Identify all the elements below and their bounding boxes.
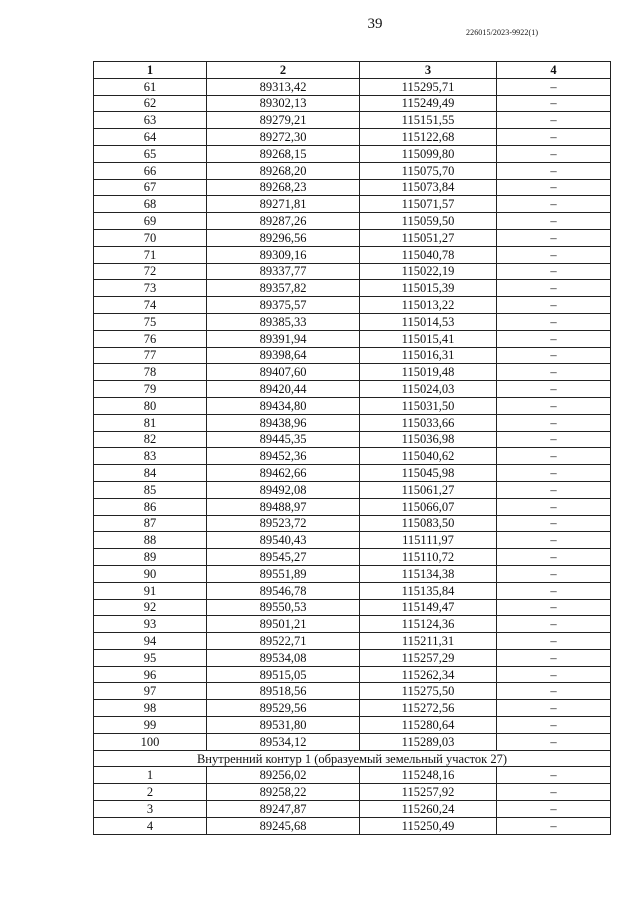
- cell-note: –: [497, 683, 611, 700]
- table-body: [94, 78, 611, 750]
- cell-x: 89407,60: [207, 364, 360, 381]
- table-row: [94, 263, 611, 280]
- table-row: [94, 330, 611, 347]
- cell-point: 74: [94, 297, 207, 314]
- cell-y: 115111,97: [360, 532, 497, 549]
- cell-y: 115295,71: [360, 78, 497, 95]
- cell-note: –: [497, 448, 611, 465]
- cell-y: 115250,49: [360, 817, 497, 834]
- table-row: [94, 196, 611, 213]
- table-row: [94, 280, 611, 297]
- cell-x: 89434,80: [207, 397, 360, 414]
- cell-x: 89420,44: [207, 381, 360, 398]
- table-row: [94, 666, 611, 683]
- table-row: [94, 78, 611, 95]
- cell-x: 89515,05: [207, 666, 360, 683]
- cell-note: –: [497, 817, 611, 834]
- cell-x: 89550,53: [207, 599, 360, 616]
- table-row: [94, 381, 611, 398]
- cell-note: –: [497, 280, 611, 297]
- cell-point: 79: [94, 381, 207, 398]
- cell-x: 89398,64: [207, 347, 360, 364]
- cell-note: –: [497, 78, 611, 95]
- section-table-body: [94, 767, 611, 834]
- cell-note: –: [497, 414, 611, 431]
- cell-x: 89337,77: [207, 263, 360, 280]
- cell-y: 115272,56: [360, 700, 497, 717]
- cell-x: 89268,23: [207, 179, 360, 196]
- cell-point: 81: [94, 414, 207, 431]
- table-row: [94, 246, 611, 263]
- cell-y: 115122,68: [360, 129, 497, 146]
- cell-x: 89540,43: [207, 532, 360, 549]
- cell-note: –: [497, 246, 611, 263]
- cell-note: –: [497, 633, 611, 650]
- cell-point: 96: [94, 666, 207, 683]
- cell-x: 89551,89: [207, 565, 360, 582]
- cell-x: 89501,21: [207, 616, 360, 633]
- cell-y: 115061,27: [360, 481, 497, 498]
- cell-point: 73: [94, 280, 207, 297]
- cell-note: –: [497, 347, 611, 364]
- cell-y: 115275,50: [360, 683, 497, 700]
- page-number: 39: [367, 16, 383, 32]
- table-row: [94, 683, 611, 700]
- table-row: [94, 414, 611, 431]
- cell-point: 89: [94, 549, 207, 566]
- cell-point: 87: [94, 515, 207, 532]
- cell-point: 84: [94, 465, 207, 482]
- cell-y: 115016,31: [360, 347, 497, 364]
- table-row: [94, 95, 611, 112]
- table-row: [94, 801, 611, 818]
- cell-x: 89245,68: [207, 817, 360, 834]
- cell-note: –: [497, 599, 611, 616]
- cell-x: 89375,57: [207, 297, 360, 314]
- cell-point: 86: [94, 498, 207, 515]
- cell-x: 89313,42: [207, 78, 360, 95]
- cell-y: 115151,55: [360, 112, 497, 129]
- cell-point: 85: [94, 481, 207, 498]
- cell-x: 89438,96: [207, 414, 360, 431]
- table-row: [94, 347, 611, 364]
- cell-point: 78: [94, 364, 207, 381]
- cell-point: 90: [94, 565, 207, 582]
- cell-y: 115040,78: [360, 246, 497, 263]
- cell-x: 89534,12: [207, 733, 360, 750]
- cell-point: 100: [94, 733, 207, 750]
- table-row: [94, 229, 611, 246]
- cell-note: –: [497, 330, 611, 347]
- cell-note: –: [497, 179, 611, 196]
- cell-point: 77: [94, 347, 207, 364]
- cell-point: 62: [94, 95, 207, 112]
- cell-x: 89258,22: [207, 784, 360, 801]
- table-row: [94, 313, 611, 330]
- cell-y: 115015,39: [360, 280, 497, 297]
- cell-x: 89452,36: [207, 448, 360, 465]
- cell-point: 80: [94, 397, 207, 414]
- cell-note: –: [497, 733, 611, 750]
- cell-y: 115031,50: [360, 397, 497, 414]
- cell-note: –: [497, 616, 611, 633]
- cell-y: 115257,29: [360, 649, 497, 666]
- cell-y: 115071,57: [360, 196, 497, 213]
- cell-point: 82: [94, 431, 207, 448]
- cell-point: 3: [94, 801, 207, 818]
- cell-point: 91: [94, 582, 207, 599]
- cell-point: 98: [94, 700, 207, 717]
- cell-x: 89309,16: [207, 246, 360, 263]
- cell-x: 89268,20: [207, 162, 360, 179]
- cell-y: 115013,22: [360, 297, 497, 314]
- cell-x: 89271,81: [207, 196, 360, 213]
- table-row: [94, 515, 611, 532]
- section-header: [94, 750, 611, 767]
- header-cell-note: 4: [497, 62, 611, 79]
- cell-y: 115059,50: [360, 213, 497, 230]
- header-row: [94, 62, 611, 79]
- table-row: [94, 179, 611, 196]
- cell-note: –: [497, 481, 611, 498]
- cell-note: –: [497, 196, 611, 213]
- cell-note: –: [497, 213, 611, 230]
- cell-x: 89545,27: [207, 549, 360, 566]
- cell-note: –: [497, 112, 611, 129]
- cell-note: –: [497, 549, 611, 566]
- cell-x: 89385,33: [207, 313, 360, 330]
- table-row: [94, 817, 611, 834]
- header-cell-x: 2: [207, 62, 360, 79]
- cell-point: 4: [94, 817, 207, 834]
- cell-y: 115248,16: [360, 767, 497, 784]
- cell-y: 115149,47: [360, 599, 497, 616]
- cell-note: –: [497, 129, 611, 146]
- cell-y: 115015,41: [360, 330, 497, 347]
- cell-y: 115289,03: [360, 733, 497, 750]
- cell-note: –: [497, 565, 611, 582]
- table-row: [94, 364, 611, 381]
- cell-note: –: [497, 582, 611, 599]
- table-row: [94, 784, 611, 801]
- table-row: [94, 431, 611, 448]
- cell-x: 89546,78: [207, 582, 360, 599]
- table-row: [94, 145, 611, 162]
- cell-point: 99: [94, 717, 207, 734]
- cell-point: 76: [94, 330, 207, 347]
- table-row: [94, 649, 611, 666]
- document-code: 226015/2023-9922(1): [466, 28, 539, 37]
- cell-note: –: [497, 767, 611, 784]
- table-row: [94, 700, 611, 717]
- cell-x: 89522,71: [207, 633, 360, 650]
- cell-point: 94: [94, 633, 207, 650]
- cell-x: 89492,08: [207, 481, 360, 498]
- cell-point: 61: [94, 78, 207, 95]
- table-row: [94, 481, 611, 498]
- cell-y: 115024,03: [360, 381, 497, 398]
- cell-y: 115260,24: [360, 801, 497, 818]
- section-title: Внутренний контур 1 (образуемый земельный участок 27): [94, 750, 611, 767]
- table-row: [94, 565, 611, 582]
- cell-y: 115124,36: [360, 616, 497, 633]
- cell-y: 115014,53: [360, 313, 497, 330]
- cell-point: 92: [94, 599, 207, 616]
- cell-note: –: [497, 229, 611, 246]
- cell-y: 115036,98: [360, 431, 497, 448]
- table-row: [94, 162, 611, 179]
- cell-x: 89445,35: [207, 431, 360, 448]
- table-row: [94, 397, 611, 414]
- cell-y: 115083,50: [360, 515, 497, 532]
- table-row: [94, 616, 611, 633]
- cell-note: –: [497, 145, 611, 162]
- cell-y: 115134,38: [360, 565, 497, 582]
- table-row: [94, 767, 611, 784]
- cell-y: 115066,07: [360, 498, 497, 515]
- table-row: [94, 633, 611, 650]
- table-row: [94, 582, 611, 599]
- cell-x: 89247,87: [207, 801, 360, 818]
- section-title-row: [94, 750, 611, 767]
- cell-x: 89518,56: [207, 683, 360, 700]
- cell-point: 88: [94, 532, 207, 549]
- table-row: [94, 532, 611, 549]
- cell-x: 89529,56: [207, 700, 360, 717]
- cell-y: 115135,84: [360, 582, 497, 599]
- cell-note: –: [497, 700, 611, 717]
- cell-x: 89296,56: [207, 229, 360, 246]
- cell-point: 69: [94, 213, 207, 230]
- cell-note: –: [497, 381, 611, 398]
- cell-point: 93: [94, 616, 207, 633]
- cell-note: –: [497, 313, 611, 330]
- cell-y: 115075,70: [360, 162, 497, 179]
- cell-y: 115022,19: [360, 263, 497, 280]
- cell-point: 1: [94, 767, 207, 784]
- cell-point: 72: [94, 263, 207, 280]
- table-row: [94, 498, 611, 515]
- cell-point: 71: [94, 246, 207, 263]
- cell-note: –: [497, 801, 611, 818]
- cell-note: –: [497, 431, 611, 448]
- table-row: [94, 549, 611, 566]
- cell-point: 97: [94, 683, 207, 700]
- cell-x: 89357,82: [207, 280, 360, 297]
- cell-y: 115257,92: [360, 784, 497, 801]
- cell-x: 89523,72: [207, 515, 360, 532]
- cell-note: –: [497, 465, 611, 482]
- cell-note: –: [497, 297, 611, 314]
- table-row: [94, 448, 611, 465]
- cell-x: 89272,30: [207, 129, 360, 146]
- header-cell-point: 1: [94, 62, 207, 79]
- table-row: [94, 733, 611, 750]
- cell-x: 89391,94: [207, 330, 360, 347]
- cell-x: 89534,08: [207, 649, 360, 666]
- cell-y: 115040,62: [360, 448, 497, 465]
- header-cell-y: 3: [360, 62, 497, 79]
- table-row: [94, 599, 611, 616]
- cell-note: –: [497, 95, 611, 112]
- cell-point: 75: [94, 313, 207, 330]
- cell-note: –: [497, 498, 611, 515]
- cell-point: 64: [94, 129, 207, 146]
- cell-x: 89302,13: [207, 95, 360, 112]
- cell-y: 115099,80: [360, 145, 497, 162]
- cell-point: 63: [94, 112, 207, 129]
- cell-point: 95: [94, 649, 207, 666]
- cell-note: –: [497, 784, 611, 801]
- cell-y: 115045,98: [360, 465, 497, 482]
- table-row: [94, 717, 611, 734]
- cell-y: 115033,66: [360, 414, 497, 431]
- cell-point: 68: [94, 196, 207, 213]
- table-header: [94, 62, 611, 79]
- coordinates-table: [93, 61, 611, 835]
- cell-y: 115211,31: [360, 633, 497, 650]
- cell-y: 115249,49: [360, 95, 497, 112]
- cell-point: 65: [94, 145, 207, 162]
- table-row: [94, 112, 611, 129]
- cell-y: 115110,72: [360, 549, 497, 566]
- cell-x: 89287,26: [207, 213, 360, 230]
- cell-point: 2: [94, 784, 207, 801]
- cell-point: 70: [94, 229, 207, 246]
- cell-x: 89531,80: [207, 717, 360, 734]
- cell-point: 83: [94, 448, 207, 465]
- table-row: [94, 297, 611, 314]
- cell-note: –: [497, 515, 611, 532]
- cell-y: 115280,64: [360, 717, 497, 734]
- cell-note: –: [497, 649, 611, 666]
- table-row: [94, 213, 611, 230]
- cell-note: –: [497, 162, 611, 179]
- cell-point: 66: [94, 162, 207, 179]
- cell-y: 115019,48: [360, 364, 497, 381]
- cell-x: 89256,02: [207, 767, 360, 784]
- cell-y: 115262,34: [360, 666, 497, 683]
- cell-x: 89279,21: [207, 112, 360, 129]
- cell-x: 89462,66: [207, 465, 360, 482]
- cell-note: –: [497, 717, 611, 734]
- table-row: [94, 465, 611, 482]
- cell-point: 67: [94, 179, 207, 196]
- cell-note: –: [497, 666, 611, 683]
- cell-x: 89488,97: [207, 498, 360, 515]
- cell-note: –: [497, 364, 611, 381]
- cell-y: 115051,27: [360, 229, 497, 246]
- cell-y: 115073,84: [360, 179, 497, 196]
- cell-note: –: [497, 263, 611, 280]
- cell-note: –: [497, 532, 611, 549]
- cell-x: 89268,15: [207, 145, 360, 162]
- table-row: [94, 129, 611, 146]
- cell-note: –: [497, 397, 611, 414]
